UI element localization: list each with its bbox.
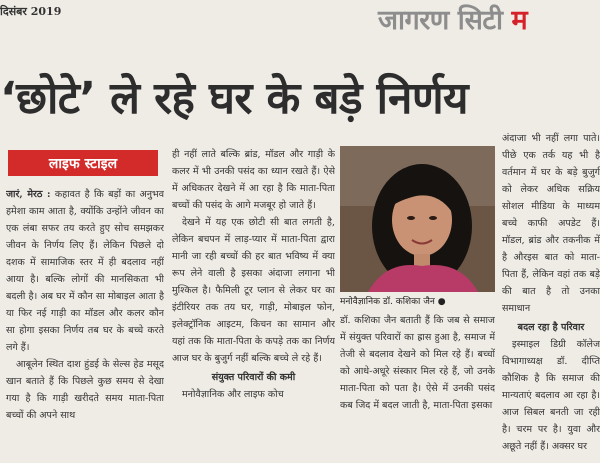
masthead-grey: जागरण सिटी	[378, 5, 503, 36]
col4-para1: अंदाजा भी नहीं लगा पाते। पीछे एक तर्क यह भी है वर्तमान में घर के बड़े बुजुर्ग को लेकर अधिक सक्रिय सोशल मीडिया के माध्यम बच्चे काफी अपडेट हैं। मॉडल, ब्रांड और तकनीक में है औरइस बात को माता-पिता हैं, लेकिन वहां तक बड़े की बात है तो उनका समाधान	[502, 133, 600, 314]
col2-subhead: संयुक्त परिवारों की कमी	[211, 372, 296, 383]
col4-subhead: बदल रहा है परिवार	[517, 322, 585, 333]
col3-para1: डॉ. कशिका जैन बताती हैं कि जब से समाज में संयुक्त परिवारों का ह्रास हुआ है, समाज में तेजी से बदलाव देखने को मिल रहे हैं। बच्चों को आधे-अधूरे संस्कार मिल रहे हैं, जो उनके माता-पिता को पता है। ऐसे में उनकी पसंद कब जिद में बदल जाती है, माता-पिता इसका	[340, 315, 495, 411]
masthead-red: म	[511, 5, 528, 36]
article-column-2	[172, 146, 335, 463]
section-tag-label: लाइफ स्टाइल	[48, 155, 118, 172]
dateline-location: जारं, मेरठ :	[6, 189, 51, 200]
col4-para3: इस्माइल डिग्री कॉलेज विभागाध्यक्ष डॉ. दीप्ति कौशिक है कि समाज की मान्यताएं बदलाव आ रहा है। आज सिबल बनती जा रही है। चरम पर है। युवा और अछूते नहीं हैं। अक्सर घर	[502, 339, 600, 452]
col1-para1: कहावत है कि बड़ों का अनुभव हमेशा काम आता है, क्योंकि उन्होंने जीवन का एक लंबा सफर तय करते हुए सोच समझकर जीवन के निर्णय लिए हैं। लेकिन पिछले दो दशक में सामाजिक स्तर में ही बदलाव नहीं आया है। बल्कि लोगों की मानसिकता भी बदली है। अब घर में कौन सा मोबाइल आता है या फिर नई गाड़ी का मॉडल और कलर कौन सा होगा इसका निर्णय तब घर के बच्चे करते लगे हैं।	[6, 189, 164, 353]
date-line: दिसंबर 2019	[0, 5, 62, 18]
article-column-3	[340, 312, 495, 463]
col2-para2: देखने में यह एक छोटी सी बात लगती है, लेकिन बचपन में लाड़-प्यार में माता-पिता द्वारा मानी जा रही बच्चों की हर बात भविष्य में क्या रूप लेने वाली है इसका अंदाजा लगाना भी मुश्किल है। फैमिली टूर प्लान से लेकर घर का इंटीरियर तक तय घर, गाड़ी, मोबाइल फोन, इलेक्ट्रॉनिक आइटम, किचन का सामान और यहां तक कि माता-पिता के कपड़े तक का निर्णय आज घर के बुजुर्ग नहीं बल्कि बच्चे ले रहे हैं।	[172, 217, 335, 364]
headline: ‘छोटे’ ले रहे घर के बड़े निर्णय	[0, 73, 468, 124]
article-column-1	[6, 186, 164, 463]
photo-caption: मनोवैज्ञानिक डॉ. कशिका जैन ●	[340, 297, 446, 307]
article-column-4	[502, 130, 600, 463]
col2-para3: मनोवैज्ञानिक और लाइफ कोच	[182, 389, 284, 400]
portrait-photo	[340, 146, 495, 292]
col1-para2: आबूलेन स्थित दाश हुंडई के सेल्स हेड मसूद खान बताते हैं कि पिछले कुछ समय से देखा गया है कि गाड़ी खरीदते समय माता-पिता बच्चों की अपने साथ	[6, 359, 164, 421]
section-tag	[8, 150, 158, 176]
masthead	[378, 0, 600, 34]
col2-para1: ही नहीं लाते बल्कि ब्रांड, मॉडल और गाड़ी के कलर में भी उनकी पसंद का ध्यान रखते हैं। ऐसे में अधिकतर देखने में आ रहा है कि माता-पिता बच्चों की पसंद के आगे मजबूर हो जाते हैं।	[172, 149, 335, 211]
